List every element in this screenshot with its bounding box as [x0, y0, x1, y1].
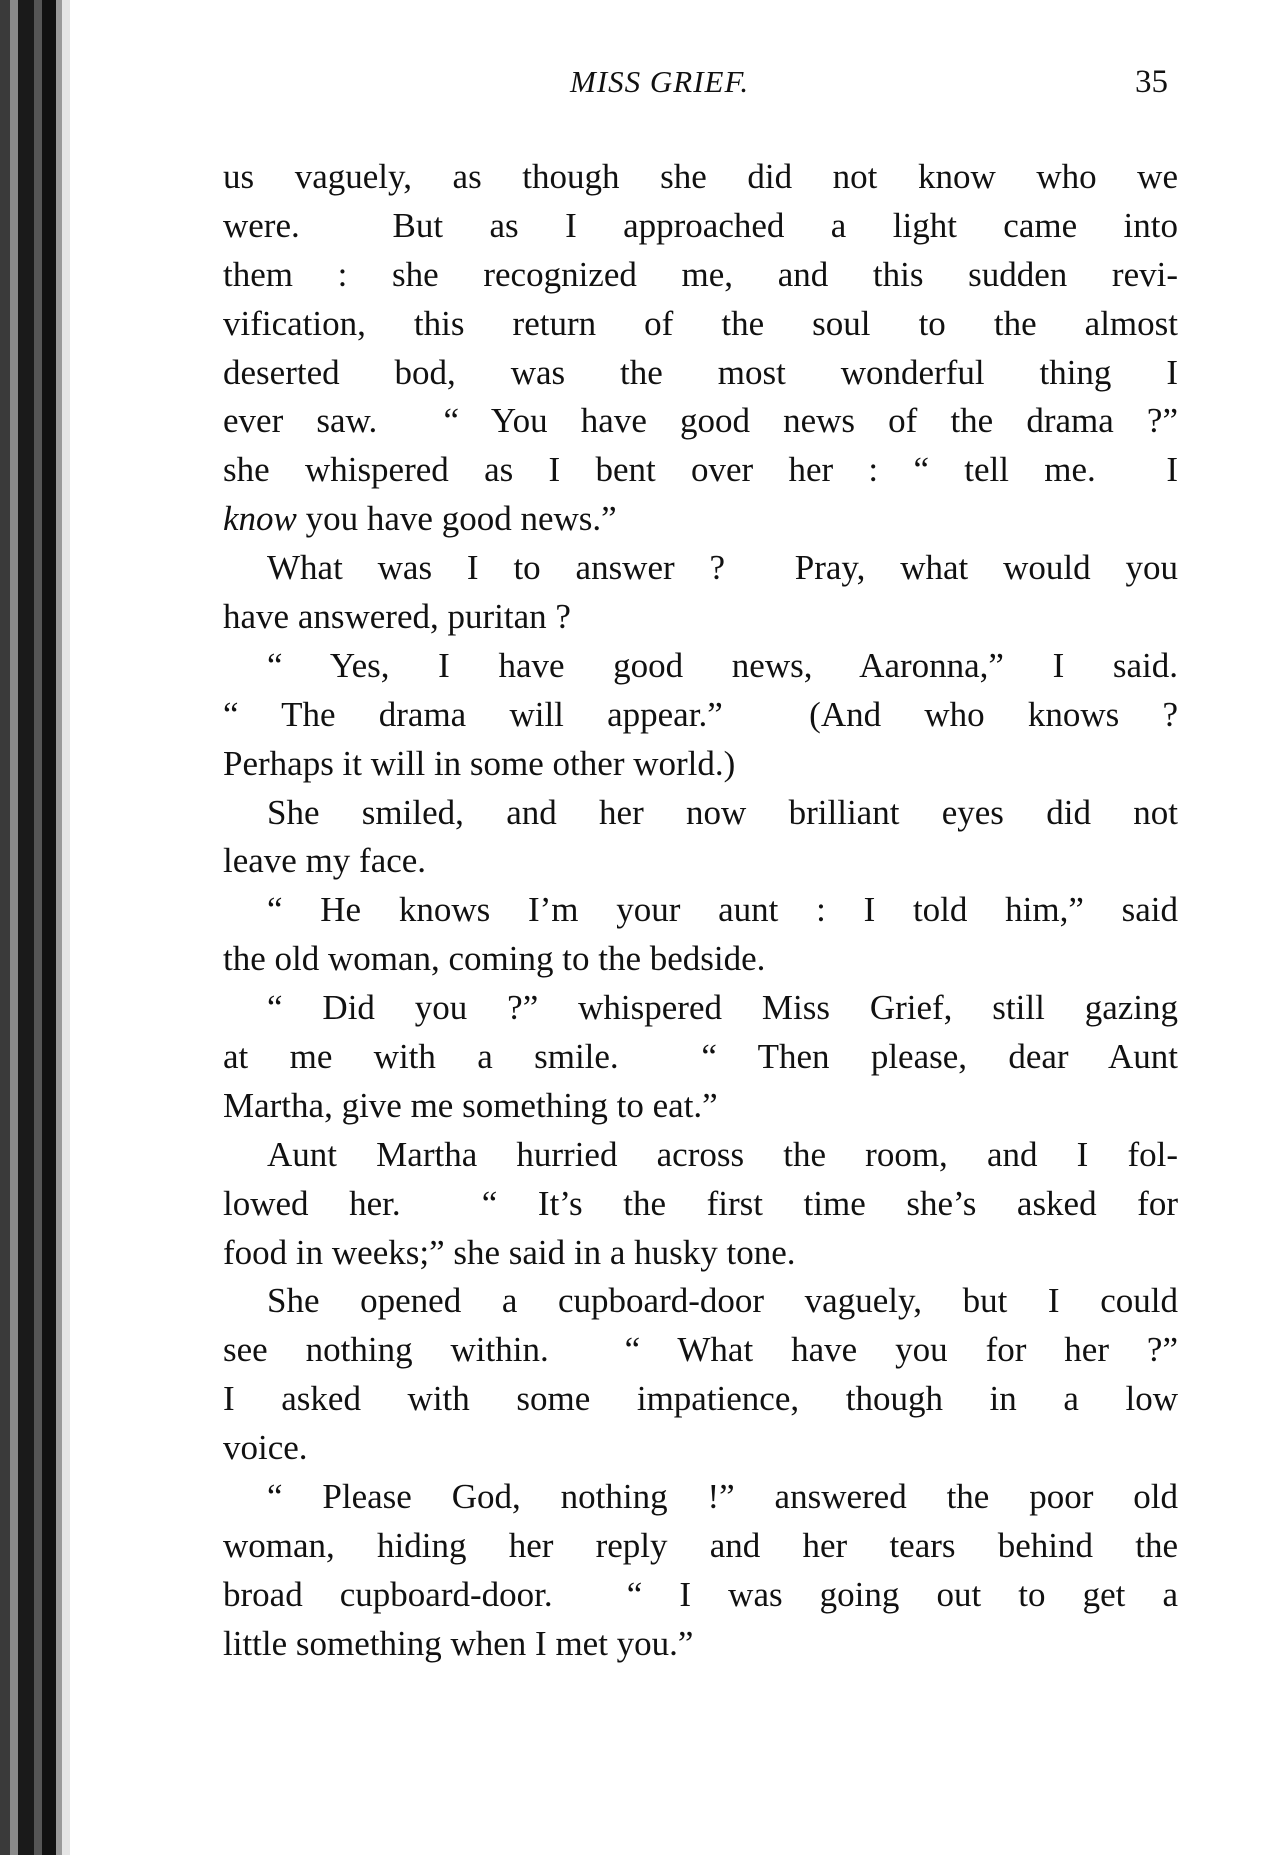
spine-band: [0, 0, 10, 1855]
text-line: “ Please God, nothing !” answered the poor old: [267, 1477, 1178, 1517]
text-line: have answered, puritan ?: [223, 597, 571, 637]
text-line: “ Yes, I have good news, Aaronna,” I said.: [267, 645, 1178, 685]
text-line: She smiled, and her now brilliant eyes did not: [267, 792, 1178, 832]
text-line: She opened a cupboard-door vaguely, but I could: [267, 1281, 1178, 1321]
text-run: you have good news.”: [296, 499, 617, 539]
spine-band: [18, 0, 34, 1855]
text-line: the old woman, coming to the bedside.: [223, 939, 766, 979]
body-text: [223, 153, 1178, 1669]
text-line: see nothing within. “ What have you for her ?”: [223, 1330, 1178, 1370]
text-line: “ Did you ?” whispered Miss Grief, still gazing: [267, 988, 1178, 1028]
text-line: “ The drama will appear.” (And who knows ?: [223, 694, 1178, 734]
text-line: vification, this return of the soul to the almost: [223, 303, 1178, 343]
text-line: What was I to answer ? Pray, what would you: [267, 548, 1178, 588]
text-line: Aunt Martha hurried across the room, and I fol-: [267, 1134, 1178, 1174]
text-line: them : she recognized me, and this sudden revi-: [223, 254, 1178, 294]
text-line: us vaguely, as though she did not know who we: [223, 157, 1178, 196]
text-line: ever saw. “ You have good news of the drama ?”: [223, 401, 1178, 441]
text-line: were. But as I approached a light came into: [223, 205, 1178, 245]
running-head: MISS GRIEF.: [570, 64, 750, 99]
text-line: “ He knows I’m your aunt : I told him,” said: [267, 890, 1178, 930]
spine-band: [10, 0, 18, 1855]
text-line: she whispered as I bent over her : “ tell me. I: [223, 450, 1178, 490]
text-line: woman, hiding her reply and her tears behind the: [223, 1525, 1178, 1565]
text-line: deserted bod, was the most wonderful thing I: [223, 352, 1178, 392]
text-line: little something when I met you.”: [223, 1623, 694, 1663]
spine-band: [34, 0, 42, 1855]
text-line: lowed her. “ It’s the first time she’s asked for: [223, 1183, 1178, 1223]
book-spine-edge: [0, 0, 70, 1855]
text-line: at me with a smile. “ Then please, dear Aunt: [223, 1037, 1178, 1077]
text-line: [223, 495, 1178, 544]
text-line: Perhaps it will in some other world.): [223, 743, 736, 783]
text-line: leave my face.: [223, 841, 427, 881]
spine-band: [42, 0, 56, 1855]
italic-word: know: [223, 499, 297, 539]
text-line: voice.: [223, 1428, 308, 1468]
text-line: Martha, give me something to eat.”: [223, 1085, 718, 1125]
text-line: I asked with some impatience, though in a low: [223, 1379, 1178, 1419]
text-line: broad cupboard-door. “ I was going out to get a: [223, 1574, 1178, 1614]
page-number: 35: [1135, 64, 1168, 100]
text-line: food in weeks;” she said in a husky tone.: [223, 1232, 796, 1272]
spine-band: [62, 0, 70, 1855]
